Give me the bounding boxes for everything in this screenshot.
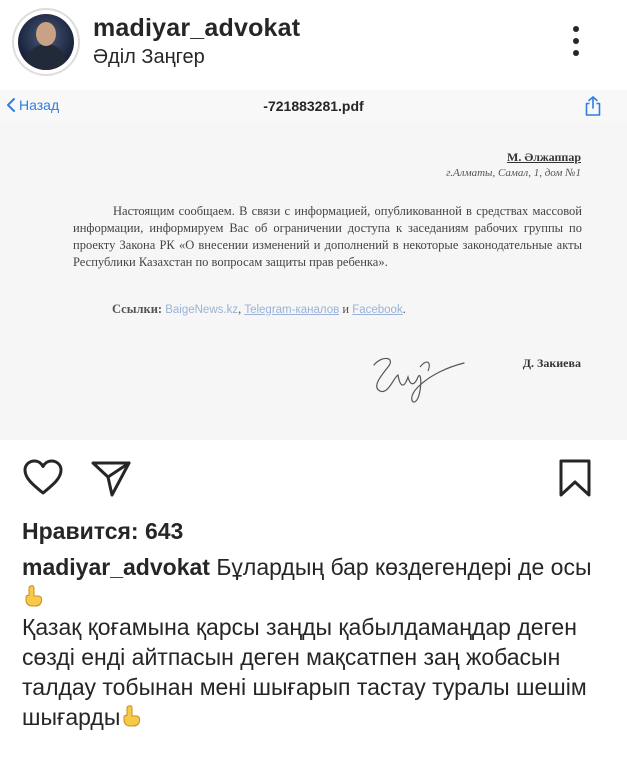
- handwritten-signature: [360, 347, 470, 407]
- avatar[interactable]: [14, 10, 78, 74]
- post-subtitle: Әділ Заңгер: [93, 46, 205, 68]
- post-caption: [22, 552, 607, 732]
- avatar-photo: [18, 14, 74, 70]
- links-label: Ссылки:: [112, 302, 163, 316]
- pointing-up-emoji-icon: [120, 704, 142, 728]
- link-facebook[interactable]: Facebook: [352, 304, 403, 316]
- post-action-bar: [0, 450, 627, 500]
- post-header: [0, 0, 627, 88]
- document-body-text: Настоящим сообщаем. В связи с информацией, опубликованной в средствах массовой информации, информируем Вас об ограничении доступа к заседаниям рабочих группы по проекту Закона РК «О внесении изменений и дополнений в некоторые законодательные акты Республики Казахстан по вопросам защиты прав ребенка».: [73, 204, 582, 269]
- heart-icon[interactable]: [22, 458, 64, 496]
- pdf-file-title: -721883281.pdf: [263, 98, 364, 114]
- link-separator-and: и: [342, 302, 350, 316]
- caption-line-2: Қазақ қоғамына қарсы заңды қабылдамаңдар деген сөзді енді айтпасын деген мақсатпен заң жобасын талдау тобынан мені шығарып тастау туралы шешім шығарды: [22, 614, 587, 730]
- avatar-body-shape: [26, 44, 66, 70]
- avatar-face-shape: [36, 22, 56, 46]
- pointing-up-emoji-icon: [22, 584, 44, 608]
- document-recipient-name: М. Әлжаппар: [507, 150, 581, 164]
- document-signer: Д. Закиева: [522, 356, 581, 370]
- likes-count[interactable]: Нравится: 643: [22, 518, 184, 544]
- document-recipient-address: г.Алматы, Самал, 1, дом №1: [446, 167, 581, 179]
- send-icon[interactable]: [90, 458, 132, 498]
- caption-line-1: Бұлардың бар көздегендері де осы: [216, 554, 592, 580]
- share-icon[interactable]: [582, 95, 604, 117]
- link-end-period: .: [402, 302, 406, 316]
- document-links-line: [112, 302, 406, 317]
- caption-username[interactable]: madiyar_advokat: [22, 554, 210, 580]
- link-telegram[interactable]: Telegram-каналов: [244, 304, 340, 316]
- back-label: Назад: [19, 97, 60, 113]
- link-separator-comma: ,: [238, 302, 242, 316]
- pdf-toolbar: [0, 90, 627, 122]
- bookmark-icon[interactable]: [558, 458, 592, 498]
- link-baigenews[interactable]: BaigeNews.kz: [165, 304, 239, 316]
- more-vertical-icon[interactable]: [564, 26, 588, 62]
- pdf-document-page: [0, 122, 627, 440]
- post-username[interactable]: madiyar_advokat: [93, 14, 301, 42]
